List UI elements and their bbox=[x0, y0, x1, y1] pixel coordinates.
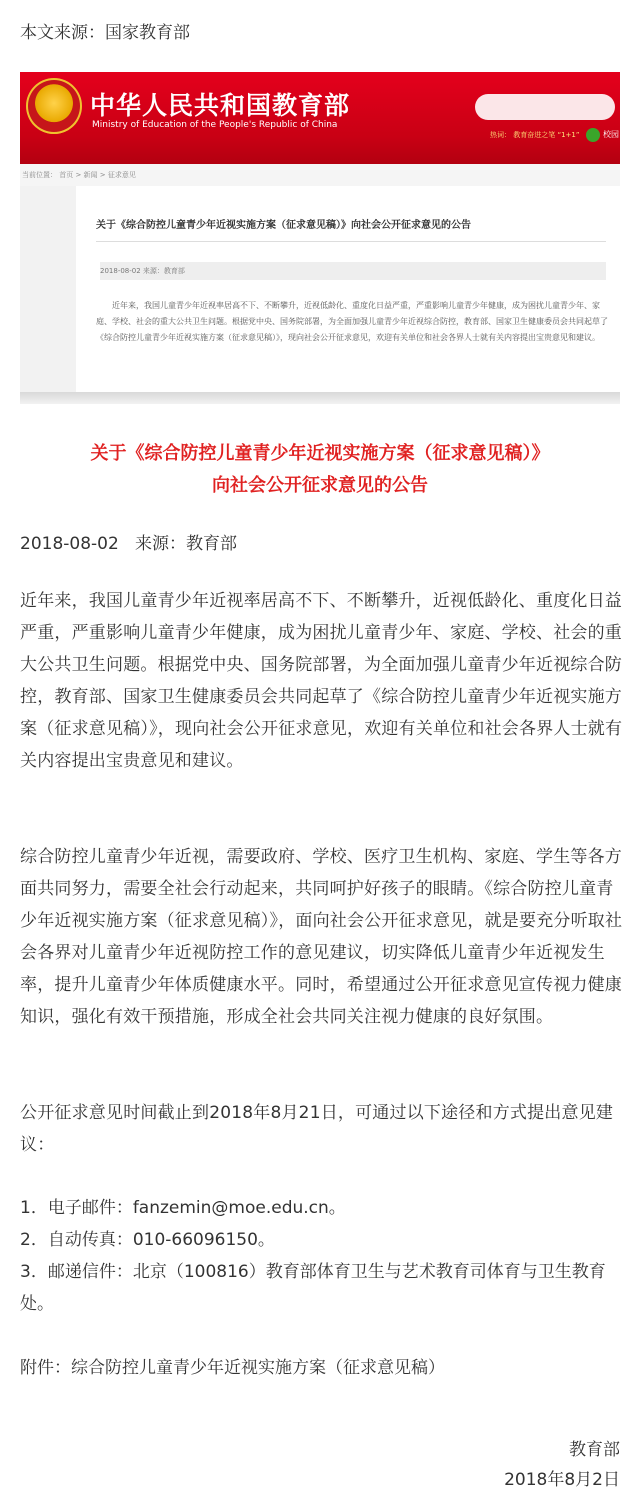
ministry-name-en: Ministry of Education of the People's Republic of China bbox=[92, 120, 338, 130]
article-source: 本文来源：国家教育部 bbox=[20, 23, 190, 43]
campus-icon bbox=[586, 128, 600, 142]
signature-org: 教育部 bbox=[569, 1440, 620, 1460]
headline-line-2: 向社会公开征求意见的公告 bbox=[212, 475, 428, 496]
divider bbox=[96, 241, 606, 242]
list-item-mail: 3．邮递信件：北京（100816）教育部体育卫生与艺术教育司体育与卫生教育处。 bbox=[20, 1262, 606, 1314]
screenshot-shadow bbox=[20, 392, 620, 404]
screenshot-meta: 2018-08-02 来源：教育部 bbox=[100, 262, 606, 280]
screenshot-title: 关于《综合防控儿童青少年近视实施方案（征求意见稿）》向社会公开征求意见的公告 bbox=[96, 220, 471, 231]
date-source: 2018-08-02 来源：教育部 bbox=[20, 534, 238, 554]
national-emblem-icon bbox=[26, 78, 82, 134]
ministry-name-cn: 中华人民共和国教育部 bbox=[90, 91, 351, 120]
list-item-email: 1．电子邮件：fanzemin@moe.edu.cn。 bbox=[20, 1198, 346, 1218]
ministry-banner bbox=[20, 72, 620, 164]
headline bbox=[20, 438, 620, 502]
headline-line-1: 关于《综合防控儿童青少年近视实施方案（征求意见稿）》 bbox=[90, 443, 550, 464]
signature-date: 2018年8月2日 bbox=[504, 1470, 620, 1490]
paragraph-deadline: 公开征求意见时间截止到2018年8月21日，可通过以下途径和方式提出意见建议： bbox=[20, 1103, 614, 1155]
hot-words: 热词： 教育奋进之笔 “1+1” bbox=[490, 131, 580, 139]
contact-list bbox=[20, 1192, 625, 1320]
announcement-screenshot bbox=[20, 72, 620, 404]
paragraph-intro: 近年来，我国儿童青少年近视率居高不下、不断攀升，近视低龄化、重度化日益严重，严重影响儿童青少年健康，成为困扰儿童青少年、家庭、学校、社会的重大公共卫生问题。根据党中央、国务院部署，为全面加强儿童青少年近视综合防控，教育部、国家卫生健康委员会共同起草了《综合防控儿童青少年近视实施方案（征求意见稿）》，现向社会公开征求意见，欢迎有关单位和社会各界人士就有关内容提出宝贵意见和建议。 bbox=[20, 591, 623, 771]
screenshot-paragraph: 近年来，我国儿童青少年近视率居高不下、不断攀升，近视低龄化、重度化日益严重，严重影响儿童青少年健康，成为困扰儿童青少年、家庭、学校、社会的重大公共卫生问题。根据党中央、国务院部署，为全面加强儿童青少年近视综合防控，教育部、国家卫生健康委员会共同起草了《综合防控儿童青少年近视实施方案（征求意见稿）》，现向社会公开征求意见，欢迎有关单位和社会各界人士就有关内容提出宝贵意见和建议。 bbox=[96, 301, 608, 342]
paragraph-purpose: 综合防控儿童青少年近视，需要政府、学校、医疗卫生机构、家庭、学生等各方面共同努力，需要全社会行动起来，共同呵护好孩子的眼睛。《综合防控儿童青少年近视实施方案（征求意见稿）》，面向社会公开征求意见，就是要充分听取社会各界对儿童青少年近视防控工作的意见建议，切实降低儿童青少年近视发生率，提升儿童青少年体质健康水平。同时，希望通过公开征求意见宣传视力健康知识，强化有效干预措施，形成全社会共同关注视力健康的良好氛围。 bbox=[20, 847, 623, 1027]
list-item-fax: 2．自动传真：010-66096150。 bbox=[20, 1230, 275, 1250]
breadcrumb: 当前位置： 首页 > 新闻 > 征求意见 bbox=[20, 164, 620, 186]
search-box bbox=[475, 94, 615, 120]
campus-label: 校园 bbox=[603, 130, 619, 139]
screenshot-article bbox=[76, 186, 620, 392]
attachment-note: 附件：综合防控儿童青少年近视实施方案（征求意见稿） bbox=[20, 1358, 445, 1378]
